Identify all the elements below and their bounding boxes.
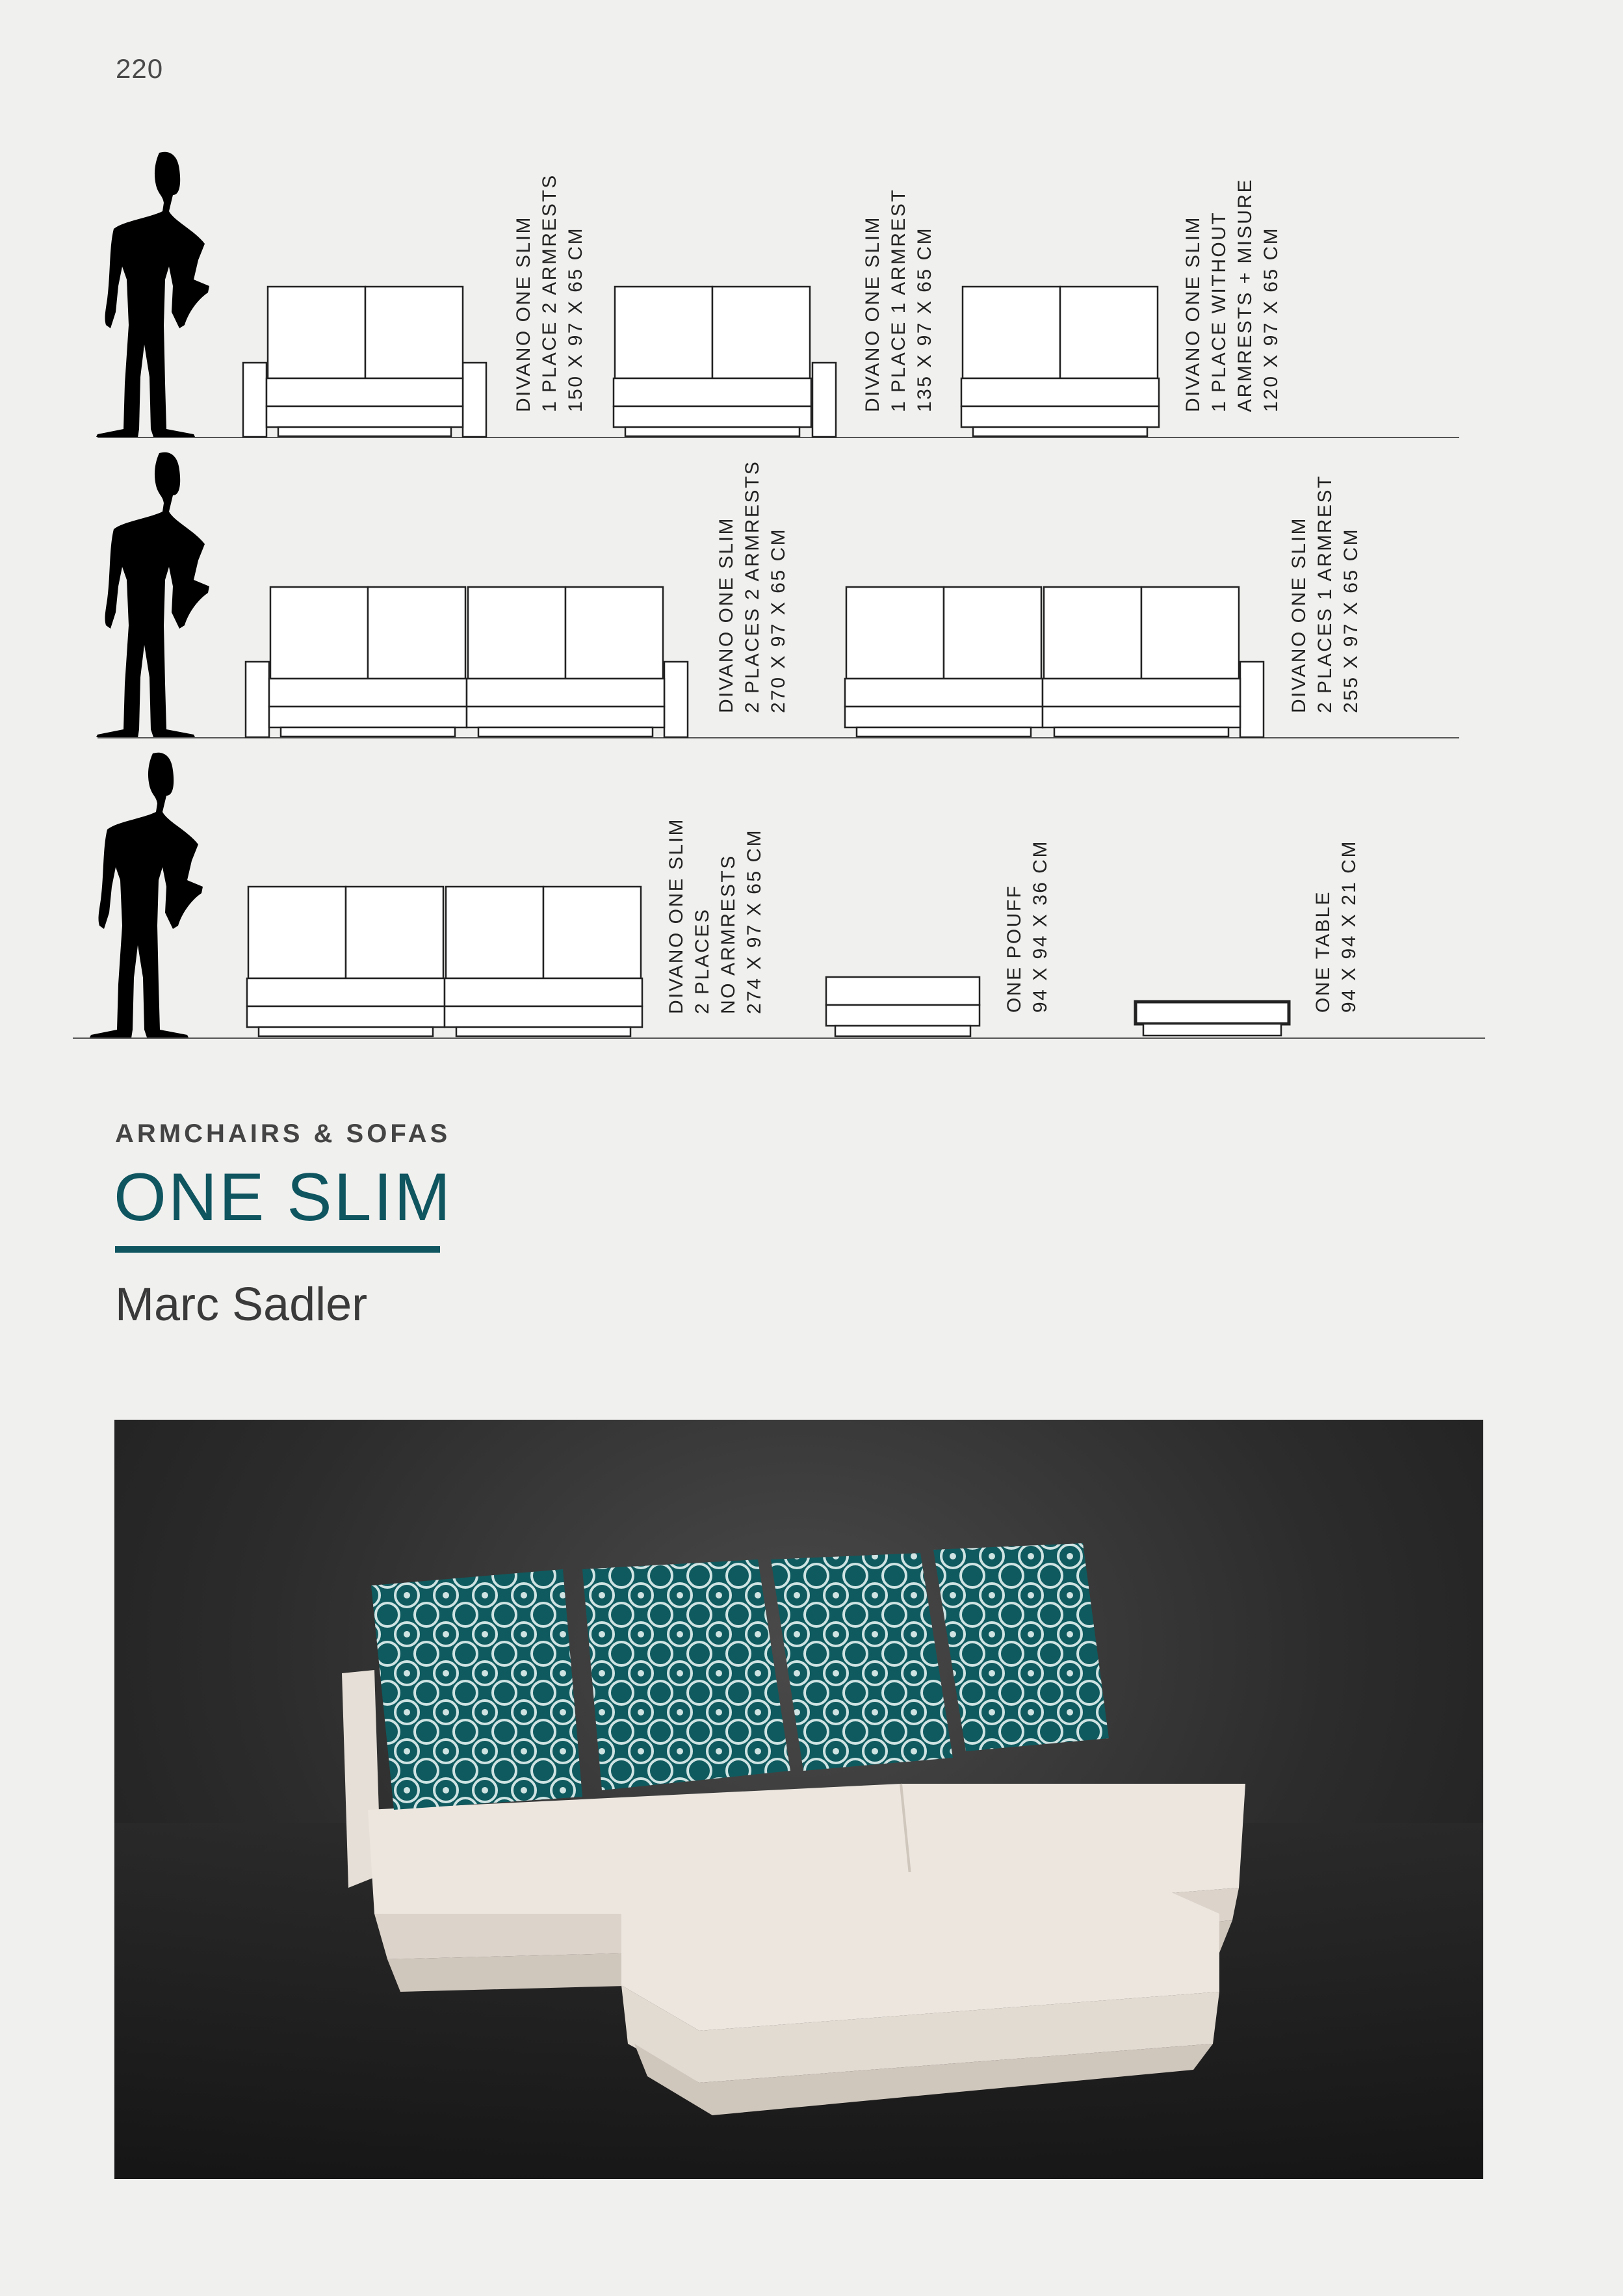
spec-line: NO ARMRESTS <box>718 854 739 1014</box>
title-underline <box>115 1246 440 1253</box>
spec-5 <box>1288 475 1362 713</box>
human-silhouette <box>96 452 209 738</box>
spec-8 <box>1312 840 1360 1013</box>
spec-line: DIVANO ONE SLIM <box>716 517 737 713</box>
spec-line: 1 PLACE WITHOUT <box>1208 211 1230 412</box>
spec-line: 255 X 97 X 65 CM <box>1340 527 1362 713</box>
spec-line: DIVANO ONE SLIM <box>1288 517 1310 713</box>
spec-7 <box>1004 840 1051 1013</box>
spec-line: 1 PLACE 2 ARMRESTS <box>539 174 560 412</box>
spec-line: ARMRESTS + MISURE <box>1234 177 1256 412</box>
spec-line: DIVANO ONE SLIM <box>513 216 534 412</box>
spec-1 <box>513 174 586 412</box>
spec-2 <box>862 189 935 412</box>
page-number: 220 <box>116 53 164 84</box>
pouff-drawing <box>826 977 980 1036</box>
spec-line: 94 X 94 X 21 CM <box>1338 840 1360 1013</box>
sofa-1-place-1-armrest <box>614 287 836 437</box>
spec-4 <box>716 460 789 713</box>
spec-line: DIVANO ONE SLIM <box>1182 216 1204 412</box>
dimension-drawings <box>0 0 1623 1066</box>
sofa-2-places-1-armrest <box>845 587 1264 737</box>
spec-line: 135 X 97 X 65 CM <box>914 226 935 412</box>
table-drawing <box>1136 1002 1289 1036</box>
spec-line: 120 X 97 X 65 CM <box>1260 226 1282 412</box>
spec-line: 270 X 97 X 65 CM <box>768 527 789 713</box>
spec-line: 2 PLACES 2 ARMRESTS <box>742 460 763 713</box>
product-title: ONE SLIM <box>114 1160 452 1235</box>
spec-line: DIVANO ONE SLIM <box>862 216 883 412</box>
spec-line: 2 PLACES 1 ARMREST <box>1314 475 1336 713</box>
spec-line: ONE TABLE <box>1312 890 1334 1013</box>
designer-name: Marc Sadler <box>115 1279 368 1331</box>
sofa-1-place-2-armrests <box>243 287 486 437</box>
sofa-2-places-no-armrests <box>247 887 642 1036</box>
spec-line: ONE POUFF <box>1004 884 1025 1013</box>
sofa-1-place-no-armrests <box>961 287 1159 436</box>
category-label: ARMCHAIRS & SOFAS <box>115 1119 451 1148</box>
sofa-2-places-2-armrests <box>246 587 688 737</box>
human-silhouette <box>90 753 203 1038</box>
spec-line: 150 X 97 X 65 CM <box>565 226 586 412</box>
spec-line: 2 PLACES <box>692 907 713 1014</box>
sofa-photo-illustration <box>114 1420 1483 2179</box>
spec-6 <box>666 818 765 1014</box>
product-photo <box>114 1420 1483 2179</box>
spec-3 <box>1182 178 1282 412</box>
row-3 <box>73 753 1485 1038</box>
human-silhouette <box>96 152 209 437</box>
spec-line: 94 X 94 X 36 CM <box>1030 840 1051 1013</box>
spec-line: 274 X 97 X 65 CM <box>744 828 765 1014</box>
spec-line: DIVANO ONE SLIM <box>666 818 687 1014</box>
spec-line: 1 PLACE 1 ARMREST <box>888 188 909 412</box>
